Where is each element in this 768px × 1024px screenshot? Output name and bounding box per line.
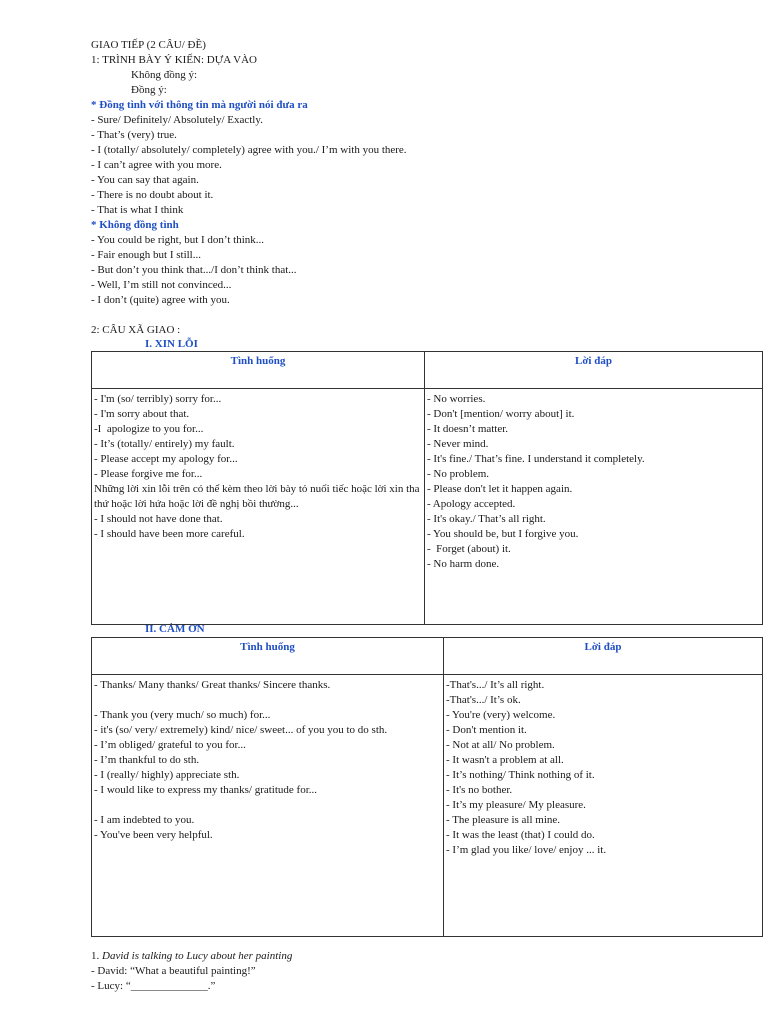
thanks-reply-item: - Not at all/ No problem. [446,739,555,751]
thanks-reply-item: - It wasn't a problem at all. [446,754,564,766]
thanks-reply-item: -That's.../ It’s all right. [446,679,545,691]
apology-reply-item: - Apology accepted. [427,498,516,510]
agree-item: - That is what I think [91,204,184,216]
apology-situation-item: - Please forgive me for... [94,468,203,480]
exercise-number: 1. [91,950,100,962]
apology-reply-item: - It doesn’t matter. [427,423,509,435]
disagree-item: - You could be right, but I don’t think... [91,234,265,246]
apology-situation-item: Những lời xin lỗi trên có thể kèm theo lời bày tỏ nuối tiếc hoặc lời xin tha thứ hoặc lời hứa hoặc lời đề nghị bồi thường... [94,483,423,510]
apology-reply-item: - Forget (about) it. [427,543,511,555]
apology-reply-item: - It's okay./ That’s all right. [427,513,546,525]
thanks-situation-item [94,798,441,813]
disagree-heading: * Không đồng tình [91,219,179,231]
thanks-reply-item: - You're (very) welcome. [446,709,556,721]
apology-situation-item: - I should have been more careful. [94,528,245,540]
exercise-line1: - David: “What a beautiful painting!” [91,965,256,977]
apology-reply-item: - Never mind. [427,438,489,450]
apology-body-row [92,389,763,625]
apology-label: I. XIN LỖI [145,338,198,350]
apology-situations-cell [92,389,425,625]
thanks-situation-item: - You've been very helpful. [94,829,213,841]
disagree-item: - But don’t you think that.../I don’t think that... [91,264,297,276]
thanks-reply-item: -That's.../ It’s ok. [446,694,521,706]
apology-situation-item: - It’s (totally/ entirely) my fault. [94,438,235,450]
apology-replies-cell [425,389,763,625]
apology-reply-item: - No harm done. [427,558,500,570]
thanks-situation-item: - it's (so/ very/ extremely) kind/ nice/ sweet... of you you to do sth. [94,724,388,736]
exercise-line2: - Lucy: “______________.” [91,980,216,992]
thanks-situation-item: - Thank you (very much/ so much) for... [94,709,271,721]
disagree-item: - Fair enough but I still... [91,249,201,261]
apology-col-situation: Tình huống [92,352,425,389]
thanks-situation-item: - I would like to express my thanks/ gratitude for... [94,784,318,796]
apology-situation-item: -I apologize to you for... [94,423,204,435]
apology-situation-item: - I'm (so/ terribly) sorry for... [94,393,222,405]
agree-item: - I can’t agree with you more. [91,159,222,171]
thanks-replies-cell [444,675,763,937]
apology-table [91,351,763,625]
section1-title: 1: TRÌNH BÀY Ý KIẾN: DỰA VÀO [91,54,257,66]
thanks-situations-cell [92,675,444,937]
apology-header-row [92,352,763,389]
thanks-col-situation: Tình huống [92,638,444,675]
thanks-reply-item: - I’m glad you like/ love/ enjoy ... it. [446,844,607,856]
thanks-situation-item: - I am indebted to you. [94,814,195,826]
thanks-situation-item [94,693,441,708]
thanks-body-row [92,675,763,937]
disagree-item: - I don’t (quite) agree with you. [91,294,230,306]
apology-col-reply: Lời đáp [425,352,763,389]
document-title: GIAO TIẾP (2 CÂU/ ĐỀ) [91,39,206,51]
apology-situation-item: - Please accept my apology for... [94,453,238,465]
sub-agree: Đồng ý: [131,84,167,96]
agree-heading: * Đồng tình với thông tin mà người nói đưa ra [91,99,308,111]
disagree-item: - Well, I’m still not convinced... [91,279,232,291]
apology-reply-item: - No problem. [427,468,490,480]
agree-item: - I (totally/ absolutely/ completely) agree with you./ I’m with you there. [91,144,407,156]
thanks-label: II. CẢM ƠN [145,623,205,635]
apology-reply-item: - Please don't let it happen again. [427,483,573,495]
agree-item: - You can say that again. [91,174,199,186]
apology-situation-item: - I should not have done that. [94,513,223,525]
exercise-question [91,949,292,964]
apology-reply-item: - It's fine./ That’s fine. I understand it completely. [427,453,645,465]
thanks-reply-item: - The pleasure is all mine. [446,814,561,826]
thanks-reply-item: - It’s my pleasure/ My pleasure. [446,799,586,811]
exercise-prompt: David is talking to Lucy about her painting [102,950,293,962]
agree-item: - That’s (very) true. [91,129,177,141]
thanks-situation-item: - I’m obliged/ grateful to you for... [94,739,246,751]
apology-situation-item: - I'm sorry about that. [94,408,190,420]
agree-item: - Sure/ Definitely/ Absolutely/ Exactly. [91,114,263,126]
thanks-table [91,637,763,937]
agree-item: - There is no doubt about it. [91,189,214,201]
thanks-situation-item: - I (really/ highly) appreciate sth. [94,769,240,781]
apology-reply-item: - Don't [mention/ worry about] it. [427,408,575,420]
thanks-reply-item: - It was the least (that) I could do. [446,829,595,841]
thanks-reply-item: - It's no bother. [446,784,513,796]
thanks-header-row [92,638,763,675]
thanks-situation-item: - I’m thankful to do sth. [94,754,200,766]
thanks-situation-item: - Thanks/ Many thanks/ Great thanks/ Sincere thanks. [94,679,331,691]
section2-title: 2: CÂU XÃ GIAO : [91,324,181,336]
thanks-reply-item: - Don't mention it. [446,724,527,736]
apology-reply-item: - You should be, but I forgive you. [427,528,579,540]
sub-disagree: Không đồng ý: [131,69,197,81]
thanks-reply-item: - It’s nothing/ Think nothing of it. [446,769,595,781]
thanks-col-reply: Lời đáp [444,638,763,675]
apology-reply-item: - No worries. [427,393,486,405]
